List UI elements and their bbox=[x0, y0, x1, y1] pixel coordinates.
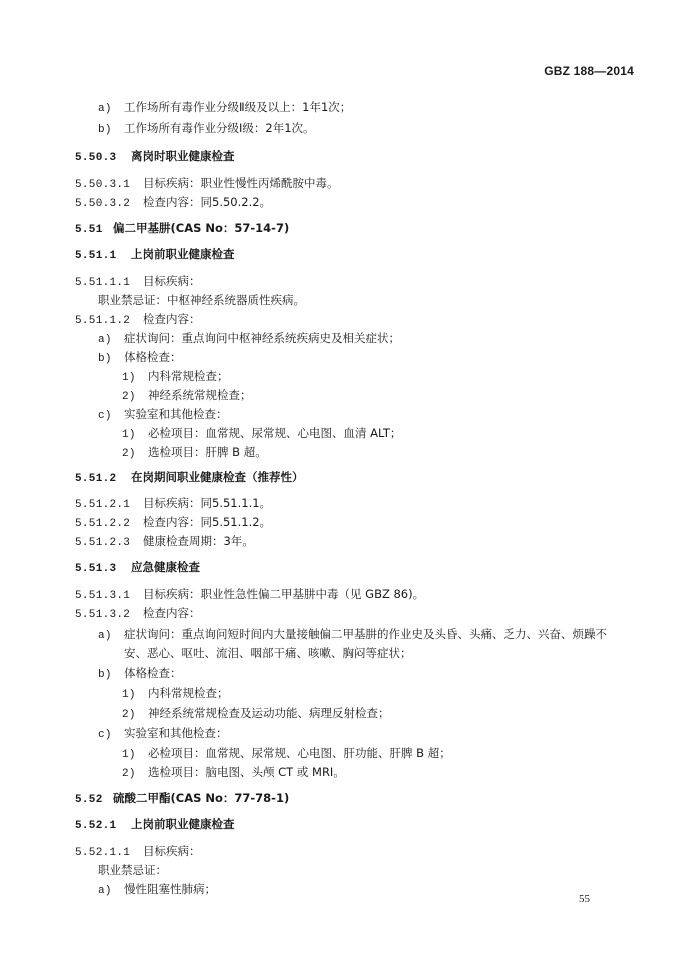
item-marker: 2) bbox=[122, 709, 136, 721]
item-text: 体格检查： bbox=[124, 350, 182, 364]
clause-text: 目标疾病： bbox=[143, 274, 201, 288]
list-item bbox=[98, 881, 216, 899]
clause bbox=[75, 533, 254, 551]
item-text: 工作场所有毒作业分级Ⅰ级：2年1次。 bbox=[124, 121, 315, 135]
item-marker: b) bbox=[98, 669, 112, 681]
item-marker: 1) bbox=[122, 429, 136, 441]
list-item bbox=[98, 725, 228, 743]
item-text: 安、恶心、呕吐、流泪、咽部干痛、咳嗽、胸闷等症状； bbox=[124, 646, 412, 660]
clause-number: 5.51.1 bbox=[75, 250, 117, 262]
item-text: 神经系统常规检查及运动功能、病理反射检查； bbox=[148, 706, 390, 720]
heading-text: 上岗前职业健康检查 bbox=[131, 247, 235, 261]
section-heading bbox=[75, 469, 304, 487]
clause-number: 5.52.1 bbox=[75, 820, 117, 832]
sub-list-item bbox=[122, 425, 401, 443]
item-text: 实验室和其他检查： bbox=[124, 407, 228, 421]
heading-text: 硫酸二甲酯(CAS No：77-78-1) bbox=[113, 791, 290, 805]
heading-text: 偏二甲基肼(CAS No：57-14-7) bbox=[113, 221, 290, 235]
clause-text: 检查内容：同5.51.1.2。 bbox=[143, 515, 272, 529]
clause-continuation bbox=[98, 292, 305, 308]
heading-text: 上岗前职业健康检查 bbox=[131, 817, 235, 831]
item-marker: 1) bbox=[122, 749, 136, 761]
clause bbox=[75, 311, 201, 329]
item-text: 内科常规检查； bbox=[148, 686, 229, 700]
list-item bbox=[98, 99, 351, 117]
clause-text: 检查内容： bbox=[143, 606, 201, 620]
item-marker: 2) bbox=[122, 448, 136, 460]
clause-number: 5.50.3.2 bbox=[75, 198, 131, 210]
sub-list-item bbox=[122, 745, 451, 763]
item-text: 内科常规检查； bbox=[148, 369, 229, 383]
list-item bbox=[98, 330, 400, 348]
clause bbox=[75, 495, 271, 513]
item-marker: b) bbox=[98, 353, 112, 365]
clause bbox=[75, 175, 339, 193]
section-heading bbox=[75, 148, 235, 166]
page-number: 55 bbox=[579, 893, 590, 905]
clause-number: 5.51.2.1 bbox=[75, 499, 131, 511]
clause-text: 职业禁忌证：中枢神经系统器质性疾病。 bbox=[98, 293, 305, 307]
clause-continuation bbox=[98, 862, 167, 878]
list-item bbox=[98, 349, 182, 367]
list-item bbox=[98, 406, 228, 424]
item-marker: a) bbox=[98, 885, 112, 897]
standard-id-header: GBZ 188—2014 bbox=[544, 64, 634, 78]
clause bbox=[75, 843, 201, 861]
heading-text: 离岗时职业健康检查 bbox=[131, 149, 235, 163]
item-text: 慢性阻塞性肺病； bbox=[124, 882, 216, 896]
section-heading bbox=[75, 220, 289, 238]
item-marker: a) bbox=[98, 334, 112, 346]
sub-list-item bbox=[122, 685, 229, 703]
item-text: 症状询问：重点询问短时间内大量接触偏二甲基肼的作业史及头昏、头痛、乏力、兴奋、烦躁不 bbox=[124, 627, 607, 641]
clause-text: 目标疾病： bbox=[143, 844, 201, 858]
list-item bbox=[98, 626, 607, 644]
clause bbox=[75, 586, 424, 604]
clause-number: 5.51.1.2 bbox=[75, 315, 131, 327]
clause-text: 目标疾病：职业性急性偏二甲基肼中毒（见 GBZ 86)。 bbox=[143, 587, 425, 601]
clause bbox=[75, 605, 201, 623]
clause-text: 检查内容：同5.50.2.2。 bbox=[143, 195, 272, 209]
item-marker: c) bbox=[98, 410, 112, 422]
clause bbox=[75, 273, 201, 291]
sub-list-item bbox=[122, 705, 390, 723]
item-marker: a) bbox=[98, 630, 112, 642]
clause-number: 5.51.3.2 bbox=[75, 609, 131, 621]
clause-number: 5.51 bbox=[75, 224, 103, 236]
item-text: 神经系统常规检查； bbox=[148, 388, 252, 402]
clause-text: 目标疾病：职业性慢性丙烯酰胺中毒。 bbox=[143, 176, 339, 190]
sub-list-item bbox=[122, 764, 345, 782]
list-item bbox=[98, 665, 182, 683]
clause-number: 5.50.3.1 bbox=[75, 179, 131, 191]
clause-text: 职业禁忌证： bbox=[98, 863, 167, 877]
clause-number: 5.50.3 bbox=[75, 152, 117, 164]
item-text: 实验室和其他检查： bbox=[124, 726, 228, 740]
item-marker: 2) bbox=[122, 768, 136, 780]
clause bbox=[75, 194, 271, 212]
sub-list-item bbox=[122, 368, 229, 386]
item-text: 选检项目：脑电图、头颅 CT 或 MRI。 bbox=[148, 765, 345, 779]
clause-number: 5.52.1.1 bbox=[75, 847, 131, 859]
item-text: 体格检查： bbox=[124, 666, 182, 680]
item-marker: 2) bbox=[122, 391, 136, 403]
section-heading bbox=[75, 816, 235, 834]
item-marker: a) bbox=[98, 103, 112, 115]
item-text: 必检项目：血常规、尿常规、心电图、血清 ALT； bbox=[148, 426, 402, 440]
list-item bbox=[98, 120, 315, 138]
clause-number: 5.51.3 bbox=[75, 563, 117, 575]
clause-number: 5.51.1.1 bbox=[75, 277, 131, 289]
sub-list-item bbox=[122, 387, 252, 405]
list-item-continuation bbox=[124, 645, 412, 661]
item-marker: b) bbox=[98, 124, 112, 136]
clause-number: 5.51.2.2 bbox=[75, 518, 131, 530]
item-text: 工作场所有毒作业分级Ⅱ级及以上：1年1次； bbox=[124, 100, 352, 114]
item-marker: c) bbox=[98, 729, 112, 741]
item-text: 必检项目：血常规、尿常规、心电图、肝功能、肝脾 B 超； bbox=[148, 746, 451, 760]
clause-text: 目标疾病：同5.51.1.1。 bbox=[143, 496, 272, 510]
sub-list-item bbox=[122, 444, 267, 462]
heading-text: 在岗期间职业健康检查（推荐性） bbox=[131, 470, 304, 484]
item-marker: 1) bbox=[122, 372, 136, 384]
clause-text: 健康检查周期：3年。 bbox=[143, 534, 254, 548]
clause-number: 5.51.3.1 bbox=[75, 590, 131, 602]
section-heading bbox=[75, 790, 289, 808]
clause-number: 5.52 bbox=[75, 794, 103, 806]
item-text: 选检项目：肝脾 B 超。 bbox=[148, 445, 267, 459]
clause bbox=[75, 514, 271, 532]
section-heading bbox=[75, 559, 200, 577]
clause-number: 5.51.2 bbox=[75, 473, 117, 485]
clause-number: 5.51.2.3 bbox=[75, 537, 131, 549]
item-marker: 1) bbox=[122, 689, 136, 701]
clause-text: 检查内容： bbox=[143, 312, 201, 326]
section-heading bbox=[75, 246, 235, 264]
item-text: 症状询问：重点询问中枢神经系统疾病史及相关症状； bbox=[124, 331, 400, 345]
heading-text: 应急健康检查 bbox=[131, 560, 200, 574]
